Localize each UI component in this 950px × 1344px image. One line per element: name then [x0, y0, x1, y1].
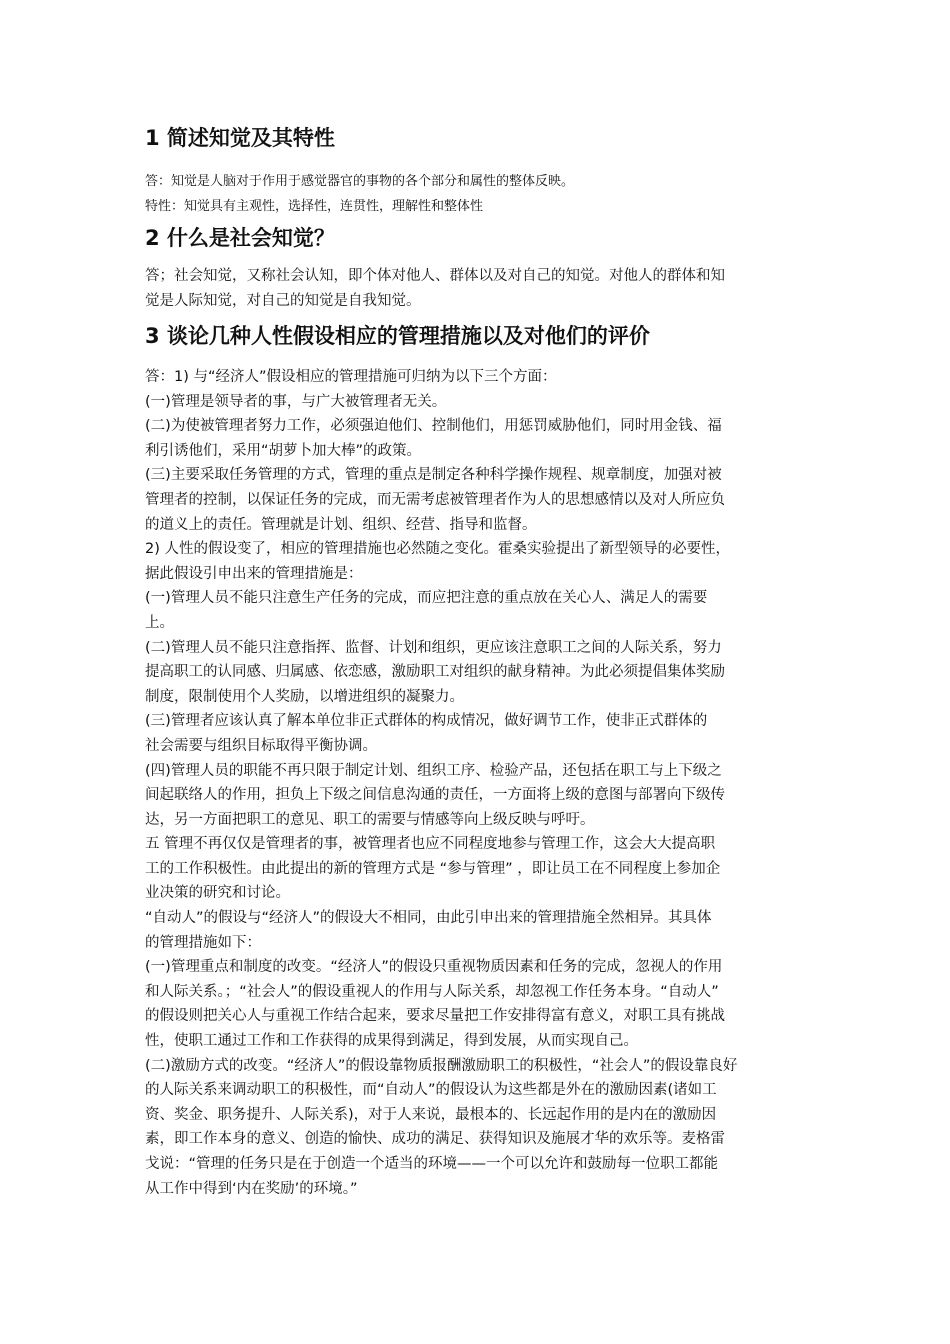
text-line: 间起联络人的作用，担负上下级之间信息沟通的责任，一方面将上级的意图与部署向下级传: [145, 787, 725, 804]
text-line: 2) 人性的假设变了，相应的管理措施也必然随之变化。霍桑实验提出了新型领导的必要性，: [145, 541, 730, 558]
question-1-answer: 答：知觉是人脑对于作用于感觉器官的事物的各个部分和属性的整体反映。: [145, 174, 575, 189]
text-line: (一)管理人员不能只注意生产任务的完成，而应把注意的重点放在关心人、满足人的需要: [145, 590, 708, 607]
question-3-answer: [145, 365, 810, 1201]
text-line: 社会需要与组织目标取得平衡协调。: [145, 737, 377, 754]
text-line: 答：1) 与“经济人”假设相应的管理措施可归纳为以下三个方面：: [145, 369, 557, 385]
question-3-heading: 3 谈论几种人性假设相应的管理措施以及对他们的评价: [145, 324, 650, 348]
question-2-heading: 2 什么是社会知觉？: [145, 226, 335, 250]
text-line: (二)激励方式的改变。“经济人”的假设靠物质报酬激励职工的积极性，“社会人”的假设靠良好: [145, 1057, 738, 1074]
text-line: 的管理措施如下：: [145, 934, 261, 951]
text-line: (一)管理是领导者的事，与广大被管理者无关。: [145, 393, 447, 410]
text-line: 和人际关系。；“社会人”的假设重视人的作用与人际关系，却忽视工作任务本身。“自动人”: [145, 983, 719, 1000]
text-line: (三)主要采取任务管理的方式，管理的重点是制定各种科学操作规程、规章制度，加强对被: [145, 467, 722, 484]
text-line: 业决策的研究和讨论。: [145, 885, 290, 902]
text-line: 资、奖金、职务提升、人际关系)，对于人来说，最根本的、长远起作用的是内在的激励因: [145, 1106, 717, 1123]
text-line: 制度，限制使用个人奖励，以增进组织的凝聚力。: [145, 688, 464, 705]
question-2-answer: [145, 264, 810, 313]
text-line: 的人际关系来调动职工的积极性，而“自动人”的假设认为这些都是外在的激励因素(诸如工: [145, 1082, 717, 1099]
text-line: 的假设则把关心人与重视工作结合起来，要求尽量把工作安排得富有意义，对职工具有挑战: [145, 1008, 725, 1025]
text-line: 素，即工作本身的意义、创造的愉快、成功的满足、获得知识及施展才华的欢乐等。麦格雷: [145, 1131, 725, 1148]
text-line: 达，另一方面把职工的意见、职工的需要与情感等向上级反映与呼吁。: [145, 811, 595, 828]
text-line: 据此假设引申出来的管理措施是：: [145, 565, 363, 582]
text-line: (三)管理者应该认真了解本单位非正式群体的构成情况，做好调节工作，使非正式群体的: [145, 713, 708, 730]
text-line: (二)管理人员不能只注意指挥、监督、计划和组织，更应该注意职工之间的人际关系，努力: [145, 639, 722, 656]
text-line: 工的工作积极性。由此提出的新的管理方式是 “参与管理” ，即让员工在不同程度上参加企: [145, 860, 721, 877]
text-line: 利引诱他们，采用“胡萝卜加大棒”的政策。: [145, 442, 422, 459]
text-line: 性，使职工通过工作和工作获得的成果得到满足，得到发展，从而实现自己。: [145, 1033, 638, 1050]
text-line: “自动人”的假设与“经济人”的假设大不相同，由此引申出来的管理措施全然相异。其具体: [145, 910, 712, 927]
text-line: 的道义上的责任。管理就是计划、组织、经营、指导和监督。: [145, 516, 537, 533]
text-line: 五 管理不再仅仅是管理者的事，被管理者也应不同程度地参与管理工作，这会大大提高职: [145, 836, 716, 853]
question-1-traits: 特性：知觉具有主观性，选择性，连贯性，理解性和整体性: [145, 199, 484, 214]
text-line: 上。: [145, 614, 174, 631]
text-line: (二)为使被管理者努力工作，必须强迫他们、控制他们，用惩罚威胁他们，同时用金钱、福: [145, 418, 722, 435]
text-line: (四)管理人员的职能不再只限于制定计划、组织工序、检验产品，还包括在职工与上下级之: [145, 762, 722, 779]
question-1-heading: 1 简述知觉及其特性: [145, 126, 335, 150]
text-line: 戈说：“管理的任务只是在于创造一个适当的环境——一个可以允许和鼓励每一位职工都能: [145, 1156, 719, 1172]
text-line: 提高职工的认同感、归属感、依恋感，激励职工对组织的献身精神。为此必须提倡集体奖励: [145, 664, 725, 681]
text-line: 觉是人际知觉，对自己的知觉是自我知觉。: [145, 292, 421, 309]
text-line: 管理者的控制，以保证任务的完成，而无需考虑被管理者作为人的思想感情以及对人所应负: [145, 491, 725, 508]
text-line: 答；社会知觉，又称社会认知，即个体对他人、群体以及对自己的知觉。对他人的群体和知: [145, 268, 725, 284]
text-line: (一)管理重点和制度的改变。“经济人”的假设只重视物质因素和任务的完成，忽视人的作用: [145, 959, 723, 976]
text-line: 从工作中得到‘内在奖励’的环境。”: [145, 1180, 358, 1197]
